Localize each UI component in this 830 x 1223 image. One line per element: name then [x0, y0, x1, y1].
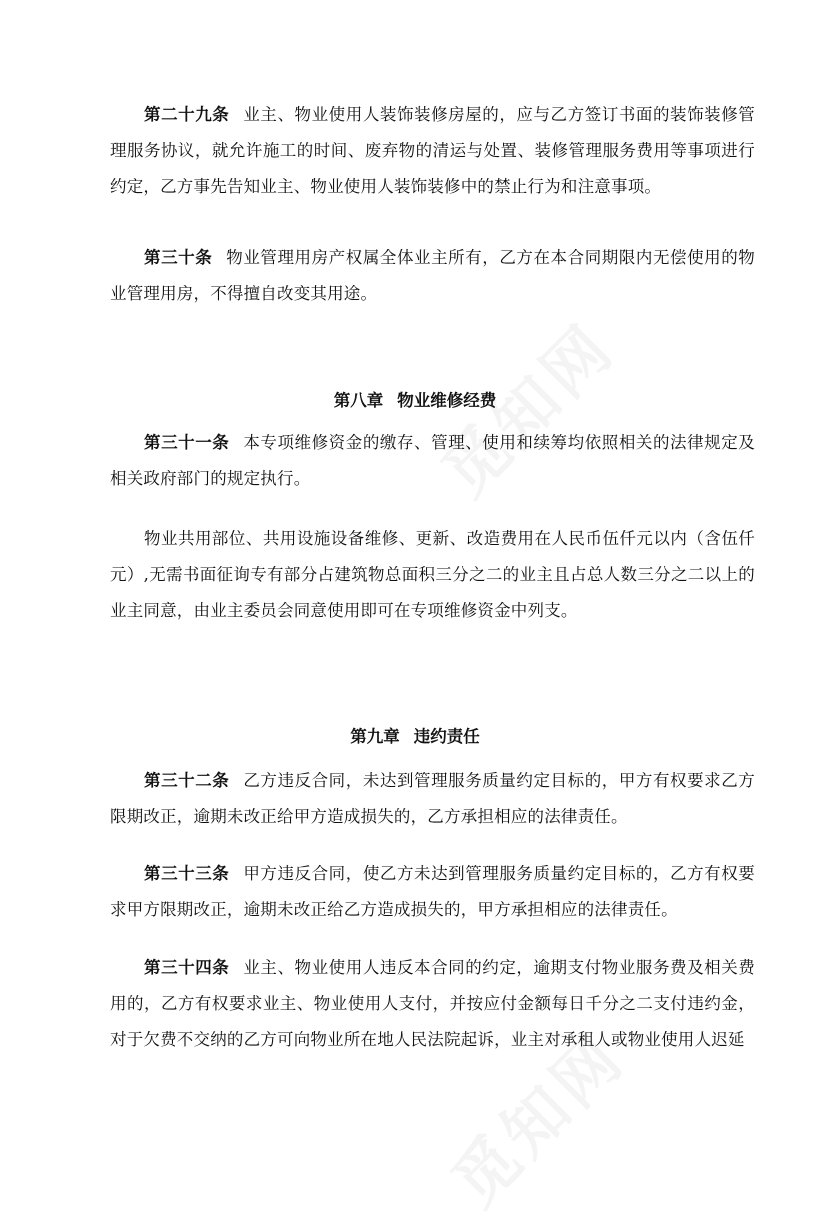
chapter-number: 第八章 — [333, 391, 384, 410]
article-heading: 第三十一条 — [144, 433, 230, 452]
article-34 — [110, 950, 755, 1058]
chapter-title: 物业维修经费 — [397, 391, 497, 410]
article-33 — [110, 856, 755, 928]
article-32 — [110, 763, 755, 835]
article-31-paragraph-2: 物业共用部位、共用设施设备维修、更新、改造费用在人民币伍仟元以内（含伍仟元）,无需书面征询专有部分占建筑物总面积三分之二的业主且占总人数三分之二以上的业主同意，由业主委员会同意使用即可在专项维修资金中列支。 — [110, 529, 755, 620]
chapter-9-title — [0, 723, 830, 747]
article-heading: 第三十二条 — [144, 771, 230, 790]
article-text: 本专项维修资金的缴存、管理、使用和续筹均依照相关的法律规定及相关政府部门的规定执行。 — [110, 433, 756, 488]
article-31 — [110, 425, 755, 497]
article-heading: 第三十四条 — [144, 958, 230, 977]
chapter-8-title — [0, 387, 830, 411]
article-heading: 第三十条 — [144, 248, 213, 267]
chapter-title: 违约责任 — [413, 727, 480, 746]
article-heading: 第二十九条 — [144, 105, 230, 124]
article-text: 业主、物业使用人装饰装修房屋的，应与乙方签订书面的装饰装修管理服务协议，就允许施工的时间、废弃物的清运与处置、装修管理服务费用等事项进行约定，乙方事先告知业主、物业使用人装饰装修中的禁止行为和注意事项。 — [110, 105, 756, 196]
article-text: 物业管理用房产权属全体业主所有，乙方在本合同期限内无偿使用的物业管理用房，不得擅自改变其用途。 — [110, 248, 755, 303]
article-text: 业主、物业使用人违反本合同的约定，逾期支付物业服务费及相关费用的，乙方有权要求业主、物业使用人支付，并按应付金额每日千分之二支付违约金，对于欠费不交纳的乙方可向物业所在地人民法院起诉，业主对承租人或物业使用人迟延 — [110, 958, 756, 1049]
article-text: 乙方违反合同，未达到管理服务质量约定目标的，甲方有权要求乙方限期改正，逾期未改正给甲方造成损失的，乙方承担相应的法律责任。 — [110, 771, 756, 826]
article-29 — [110, 97, 755, 205]
chapter-number: 第九章 — [350, 727, 400, 746]
article-heading: 第三十三条 — [144, 864, 230, 883]
article-text: 甲方违反合同，使乙方未达到管理服务质量约定目标的，乙方有权要求甲方限期改正，逾期未改正给乙方造成损失的，甲方承担相应的法律责任。 — [110, 864, 756, 919]
article-30 — [110, 240, 755, 312]
